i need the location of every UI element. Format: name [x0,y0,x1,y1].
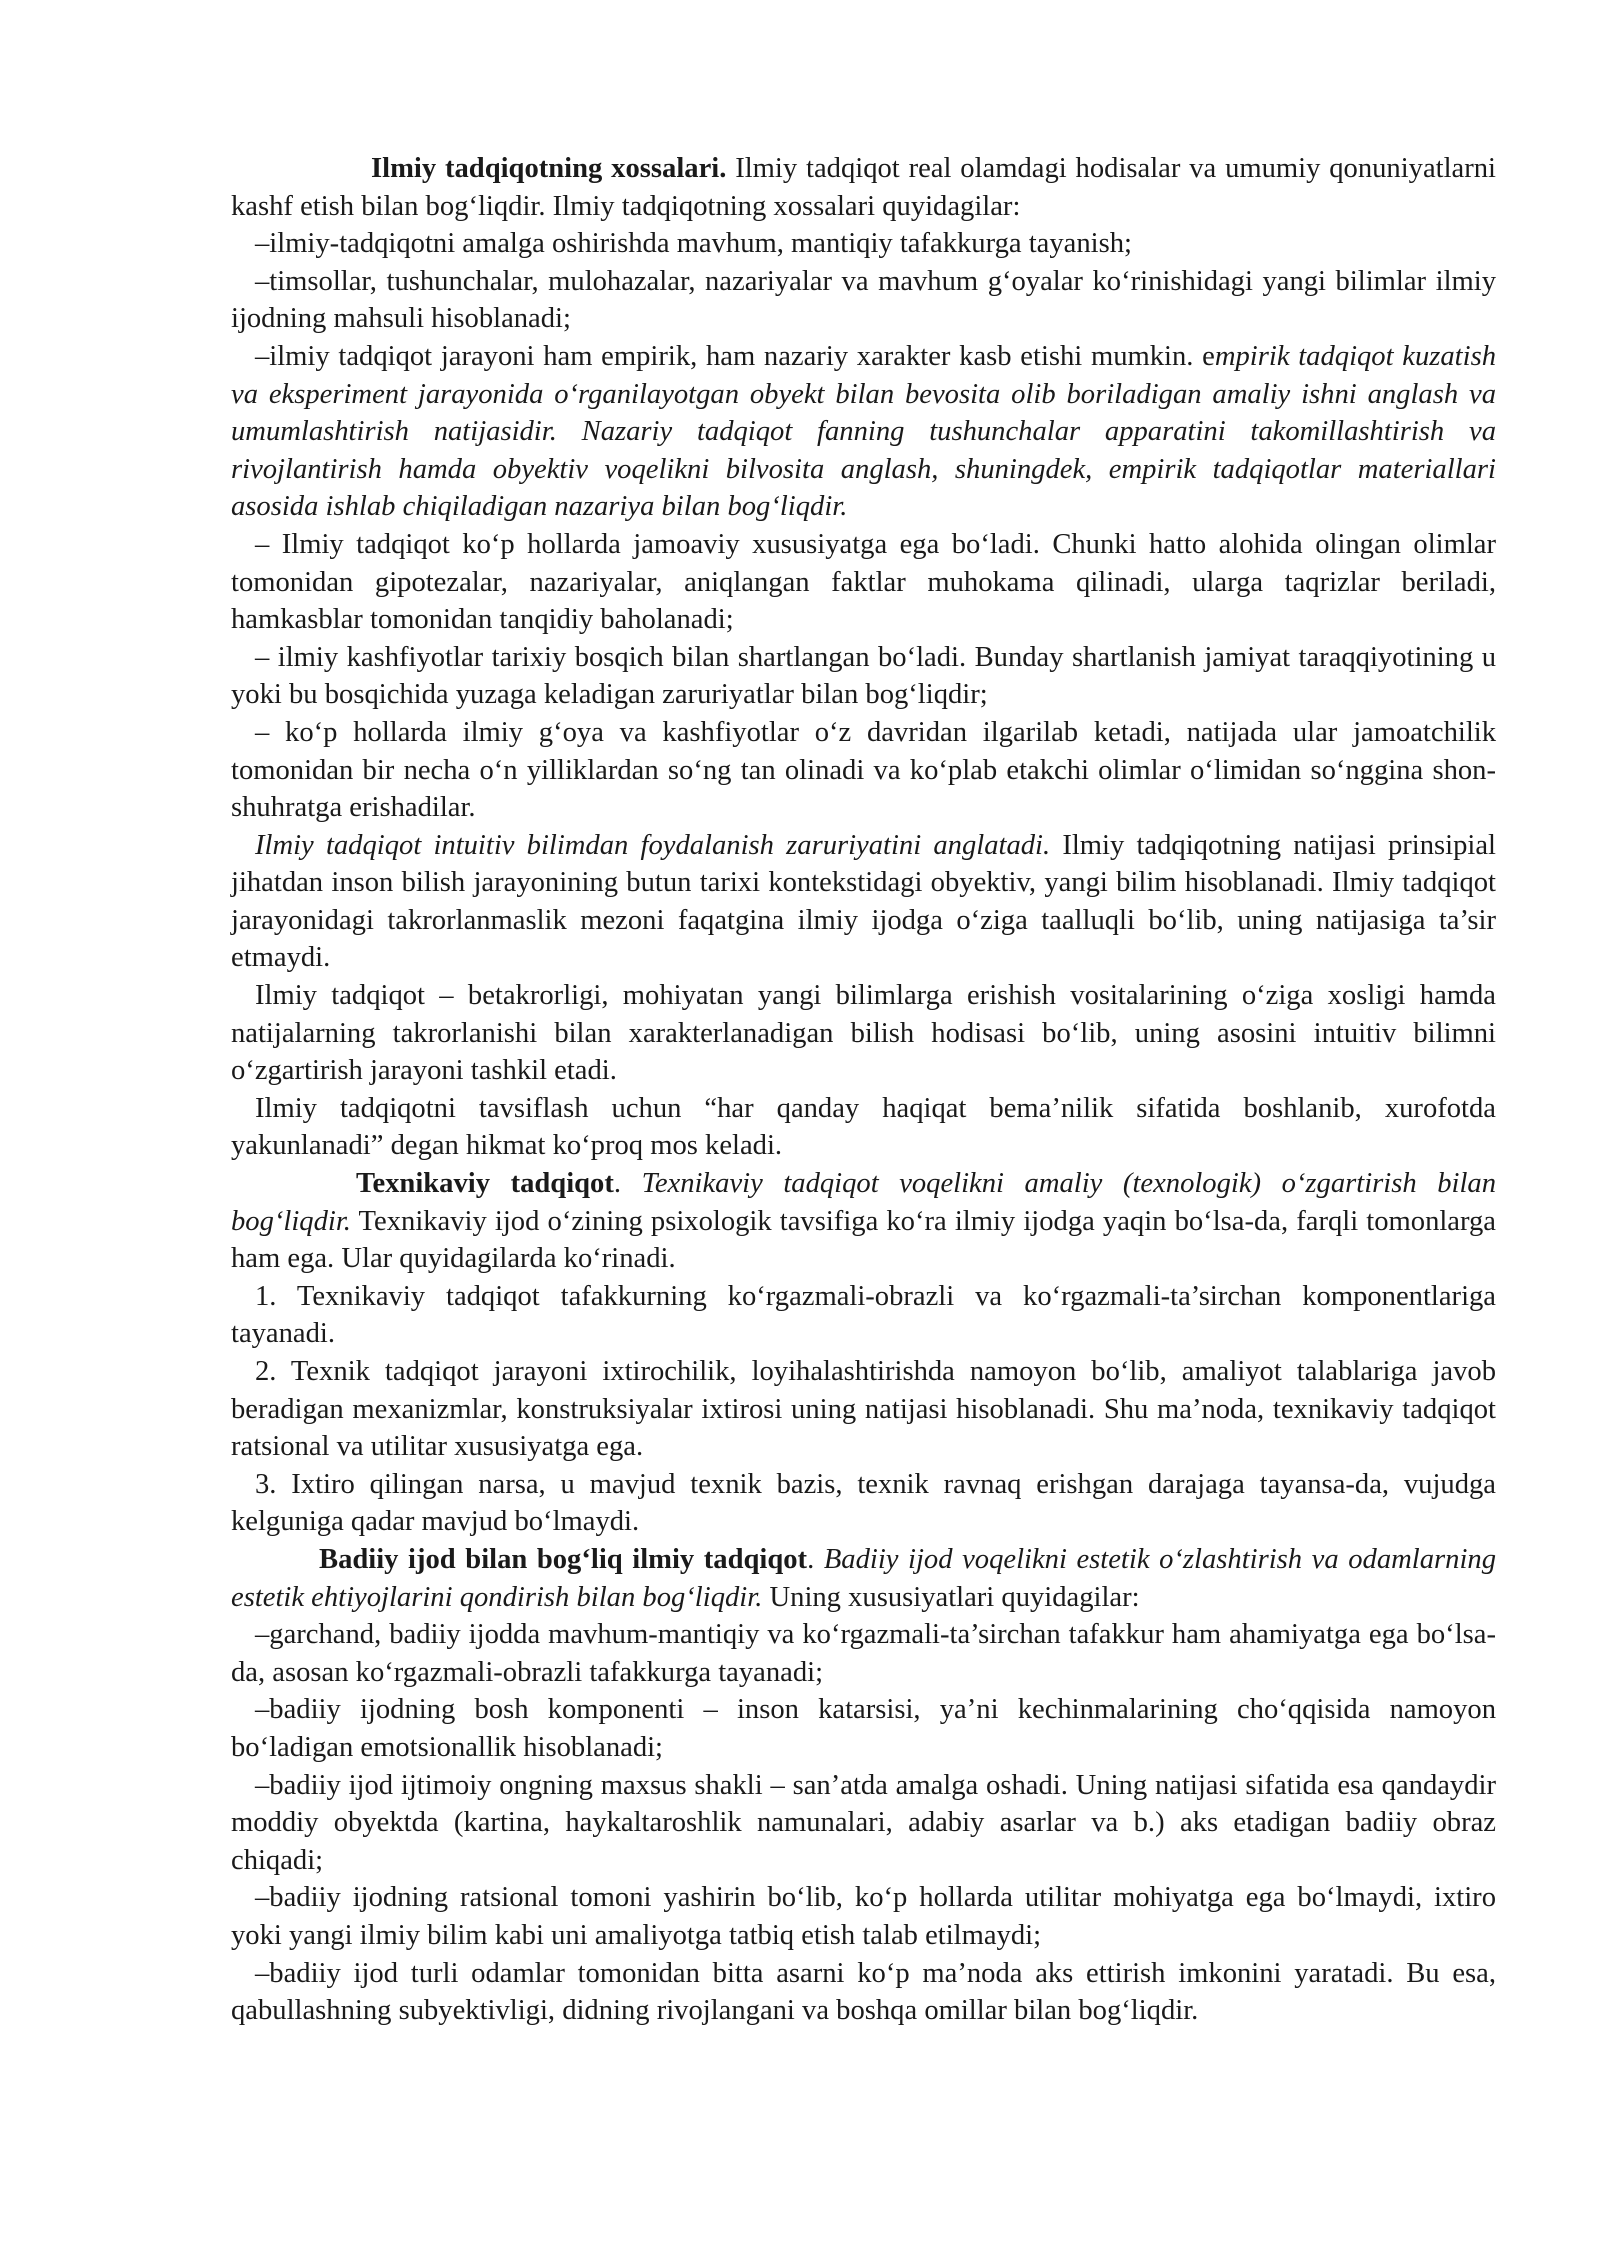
list-item: – Ilmiy tadqiqot ko‘p hollarda jamoaviy xususiyatga ega bo‘ladi. Chunki hatto alohida olingan olimlar tomonidan gipotezalar, nazariyalar, aniqlangan faktlar muhokama qilinadi, ularga taqrizlar beriladi, hamkasblar tomonidan tanqidiy baholanadi; [231,528,1496,636]
texnik-italic-text: Texnikaviy tadqiqot voqelikni amaliy (texnologik) o‘zgartirish bilan bog‘liqdir. [231,1168,1496,1237]
paragraph-ilmiy-intro [231,150,1496,225]
numbered-item: 3. Ixtiro qilingan narsa, u mavjud texnik bazis, texnik ravnaq erishgan darajaga tayansa-da, vujudga kelguniga qadar mavjud bo‘lmaydi. [231,1468,1496,1538]
empirik-italic-text: mpirik tadqiqot kuzatish va eksperiment jarayonida o‘rganilayotgan obyekt bilan bevosita olib boriladigan amaliy ishni anglash va umumlashtirish natijasidir. Nazariy tadqiqot fanning tushunchalar apparatini takomillashtirish va rivojlantirish hamda obyektiv voqelikni bilvosita anglash, shuningdek, empirik tadqiqotlar materiallari asosida ishlab chiqiladigan nazariya bilan bog‘liqdir. [231,340,1496,523]
badiiy-plain-text: Uning xususiyatlari quyidagilar: [762,1581,1140,1613]
texnik-heading-dot: . [613,1168,642,1200]
paragraph-badiiy-intro [231,1541,1496,1616]
list-item: –garchand, badiiy ijodda mavhum-mantiqiy va ko‘rgazmali-ta’sirchan tafakkur ham ahamiyatga ega bo‘lsa-da, asosan ko‘rgazmali-obrazli tafakkurga tayanadi; [231,1619,1496,1688]
list-item: –timsollar, tushunchalar, mulohazalar, nazariyalar va mavhum g‘oyalar ko‘rinishidagi yangi bilimlar ilmiy ijodning mahsuli hisoblanadi; [231,265,1496,335]
section-heading-badiiy: Badiiy ijod bilan bog‘liq ilmiy tadqiqot [319,1543,808,1575]
intuitive-plain-text: Ilmiy tadqiqotning natijasi prinsipial jihatdan inson bilish jarayonining butun tarixi kontekstidagi obyektiv, yangi bilim hisoblanadi. Ilmiy tadqiqot jarayonidagi takrorlanmaslik mezoni faqatgina ilmiy ijodga o‘ziga taalluqli bo‘lib, uning natijasiga ta’sir etmaydi. [231,829,1496,974]
badiiy-heading-dot: . [807,1543,824,1575]
list-item: –badiiy ijodning ratsional tomoni yashirin bo‘lib, ko‘p hollarda utilitar mohiyatga ega bo‘lmaydi, ixtiro yoki yangi ilmiy bilim kabi uni amaliyotga tatbiq etish talab etilmaydi; [231,1882,1496,1951]
numbered-item: 2. Texnik tadqiqot jarayoni ixtirochilik, loyihalashtirishda namoyon bo‘lib, amaliyot talablariga javob beradigan mexanizmlar, konstruksiyalar ixtirosi uning natijasi hisoblanadi. Shu ma’noda, texnikaviy tadqiqot ratsional va utilitar xususiyatga ega. [231,1356,1496,1463]
list-item: –badiiy ijodning bosh komponenti – inson katarsisi, ya’ni kechinmalarining cho‘qqisida namoyon bo‘ladigan emotsionallik hisoblanadi; [231,1694,1496,1763]
section-heading-texnik: Texnikaviy tadqiqot [356,1168,614,1200]
texnik-plain-text: Texnikaviy ijod o‘zining psixologik tavsifiga ko‘ra ilmiy ijodga yaqin bo‘lsa-da, farqli tomonlarga ham ega. Ular quyidagilarda ko‘rinadi. [231,1205,1496,1275]
section-heading-ilmiy: Ilmiy tadqiqotning xossalari. [371,153,727,184]
list-item: –badiiy ijod turli odamlar tomonidan bitta asarni ko‘p ma’noda aks ettirish imkonini yaratadi. Bu esa, qabullashning subyektivligi, didning rivojlangani va boshqa omillar bilan bog‘liqdir. [231,1957,1496,2027]
badiiy-italic-text: Badiiy ijod voqelikni estetik o‘zlashtirish va odamlarning estetik ehtiyojlarini qondirish bilan bog‘liqdir. [231,1543,1496,1613]
paragraph-betakror: Ilmiy tadqiqot – betakrorligi, mohiyatan yangi bilimlarga erishish vositalarining o‘ziga xosligi hamda natijalarning takrorlanishi bilan xarakterlanadigan bilish hodisasi bo‘lib, uning asosini intuitiv bilimni o‘zgartirish jarayoni tashkil etadi. [231,980,1496,1087]
numbered-item: 1. Texnikaviy tadqiqot tafakkurning ko‘rgazmali-obrazli va ko‘rgazmali-ta’sirchan komponentlariga tayanadi. [231,1280,1496,1350]
paragraph-texnik-intro [231,1165,1496,1278]
list-item-empirik [231,338,1496,526]
list-item: – ko‘p hollarda ilmiy g‘oya va kashfiyotlar o‘z davridan ilgarilab ketadi, natijada ular jamoatchilik tomonidan bir necha o‘n yilliklardan so‘ng tan olinadi va ko‘plab etakchi olimlar o‘limidan so‘nggina shon-shuhratga erishadilar. [231,716,1496,824]
intuitive-italic-text: Ilmiy tadqiqot intuitiv bilimdan foydalanish zaruriyatini anglatadi. [255,829,1051,861]
empirik-plain-text: –ilmiy tadqiqot jarayoni ham empirik, ham nazariy xarakter kasb etishi mumkin. e [255,340,1215,372]
paragraph-intuitive [231,827,1496,977]
paragraph-hikmat: Ilmiy tadqiqotni tavsiflash uchun “har qanday haqiqat bema’nilik sifatida boshlanib, xurofotda yakunlanadi” degan hikmat ko‘proq mos keladi. [231,1092,1496,1162]
ilmiy-intro-text: Ilmiy tadqiqot real olamdagi hodisalar va umumiy qonuniyatlarni kashf etish bilan bog‘liqdir. Ilmiy tadqiqotning xossalari quyidagilar: [231,153,1496,222]
list-item: –badiiy ijod ijtimoiy ongning maxsus shakli – san’atda amalga oshadi. Uning natijasi sifatida esa qandaydir moddiy obyektda (kartina, haykaltaroshlik namunalari, adabiy asarlar va b.) aks etadigan badiiy obraz chiqadi; [231,1769,1496,1876]
document-page [231,150,1496,2030]
list-item: – ilmiy kashfiyotlar tarixiy bosqich bilan shartlangan bo‘ladi. Bunday shartlanish jamiyat taraqqiyotining u yoki bu bosqichida yuzaga keladigan zaruriyatlar bilan bog‘liqdir; [231,641,1496,711]
list-item: –ilmiy-tadqiqotni amalga oshirishda mavhum, mantiqiy tafakkurga tayanish; [255,228,1132,260]
